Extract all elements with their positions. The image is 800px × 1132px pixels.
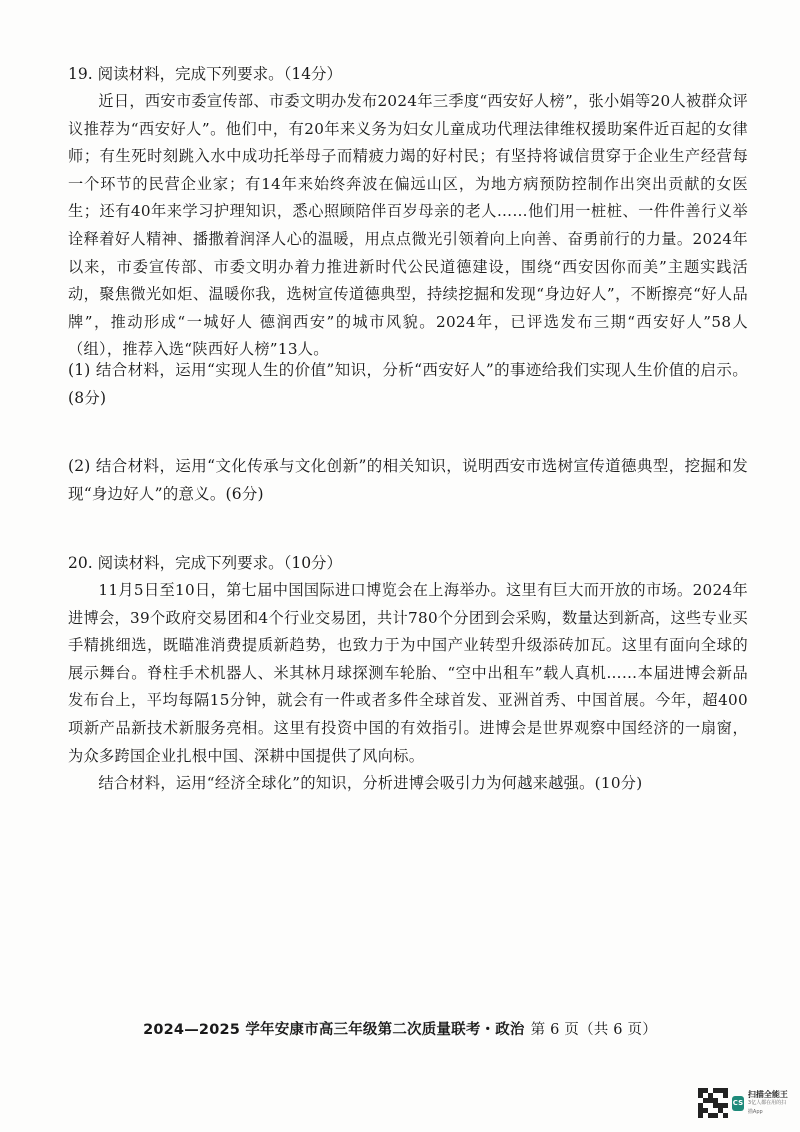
question-19-part-2-text: (2) 结合材料，运用“文化传承与文化创新”的相关知识，说明西安市选树宣传道德典型，挖掘和发现“身边好人”的意义。(6分) [68,457,748,503]
qr-code-icon [698,1088,728,1118]
question-19-heading: 19. 阅读材料，完成下列要求。（14分） [68,65,343,83]
camscanner-logo-icon: CS [732,1096,744,1111]
footer-exam-title: 2024—2025 学年安康市高三年级第二次质量联考・政治 [143,1022,525,1038]
page-footer [0,1018,800,1039]
scanner-slogan: 3亿人都在用的扫描App [747,1099,787,1115]
question-20-task-text: 结合材料，运用“经济全球化”的知识，分析进博会吸引力为何越来越强。(10分) [98,774,643,792]
question-20-heading: 20. 阅读材料，完成下列要求。（10分） [68,554,343,572]
question-20 [68,549,748,770]
question-19-part-1-text: (1) 结合材料，运用“实现人生的价值”知识，分析“西安好人”的事迹给我们实现人生价值的启示。(8分) [68,361,748,407]
scanner-app-name: 扫描全能王 [747,1089,788,1099]
question-19-material: 近日，西安市委宣传部、市委文明办发布2024年三季度“西安好人榜”，张小娟等20人被群众评议推荐为“西安好人”。他们中，有20年来义务为妇女儿童成功代理法律维权援助案件近百起的女律师；有生死时刻跳入水中成功托举母子而精疲力竭的好村民；有坚持将诚信贯穿于企业生产经营每一个环节的民营企业家；有14年来始终奔波在偏远山区，为地方病预防控制作出突出贡献的女医生；还有40年来学习护理知识，悉心照顾陪伴百岁母亲的老人……他们用一桩桩、一件件善行义举诠释着好人精神、播撒着润泽人心的温暖，用点点微光引领着向上向善、奋勇前行的力量。2024年以来，市委宣传部、市委文明办着力推进新时代公民道德建设，围绕“西安因你而美”主题实践活动，聚焦微光如炬、温暖你我，选树宣传道德典型，持续挖掘和发现“身边好人”，不断擦亮“好人品牌”，推动形成“一城好人 德润西安”的城市风貌。2024年，已评选发布三期“西安好人”58人（组），推荐入选“陕西好人榜”13人。 [68,92,748,359]
question-20-material: 11月5日至10日，第七届中国国际进口博览会在上海举办。这里有巨大而开放的市场。2024年进博会，39个政府交易团和4个行业交易团，共计780个分团到会采购，数量达到新高，这些专业买手精挑细选，既瞄准消费提质新趋势，也致力于为中国产业转型升级添砖加瓦。这里有面向全球的展示舞台。脊柱手术机器人、米其林月球探测车轮胎、“空中出租车”载人真机……本届进博会新品发布台上，平均每隔15分钟，就会有一件或者多件全球首发、亚洲首秀、中国首展。今年，超400项新产品新技术新服务亮相。这里有投资中国的有效指引。进博会是世界观察中国经济的一扇窗，为众多跨国企业扎根中国、深耕中国提供了风向标。 [68,581,748,765]
scanner-text [748,1090,790,1117]
question-20-task [68,770,748,798]
question-19-part-2 [68,452,748,508]
question-19-part-1 [68,356,748,412]
question-19 [68,60,748,364]
scanner-watermark [698,1086,790,1120]
footer-page-number: 第 6 页（共 6 页） [530,1022,657,1038]
